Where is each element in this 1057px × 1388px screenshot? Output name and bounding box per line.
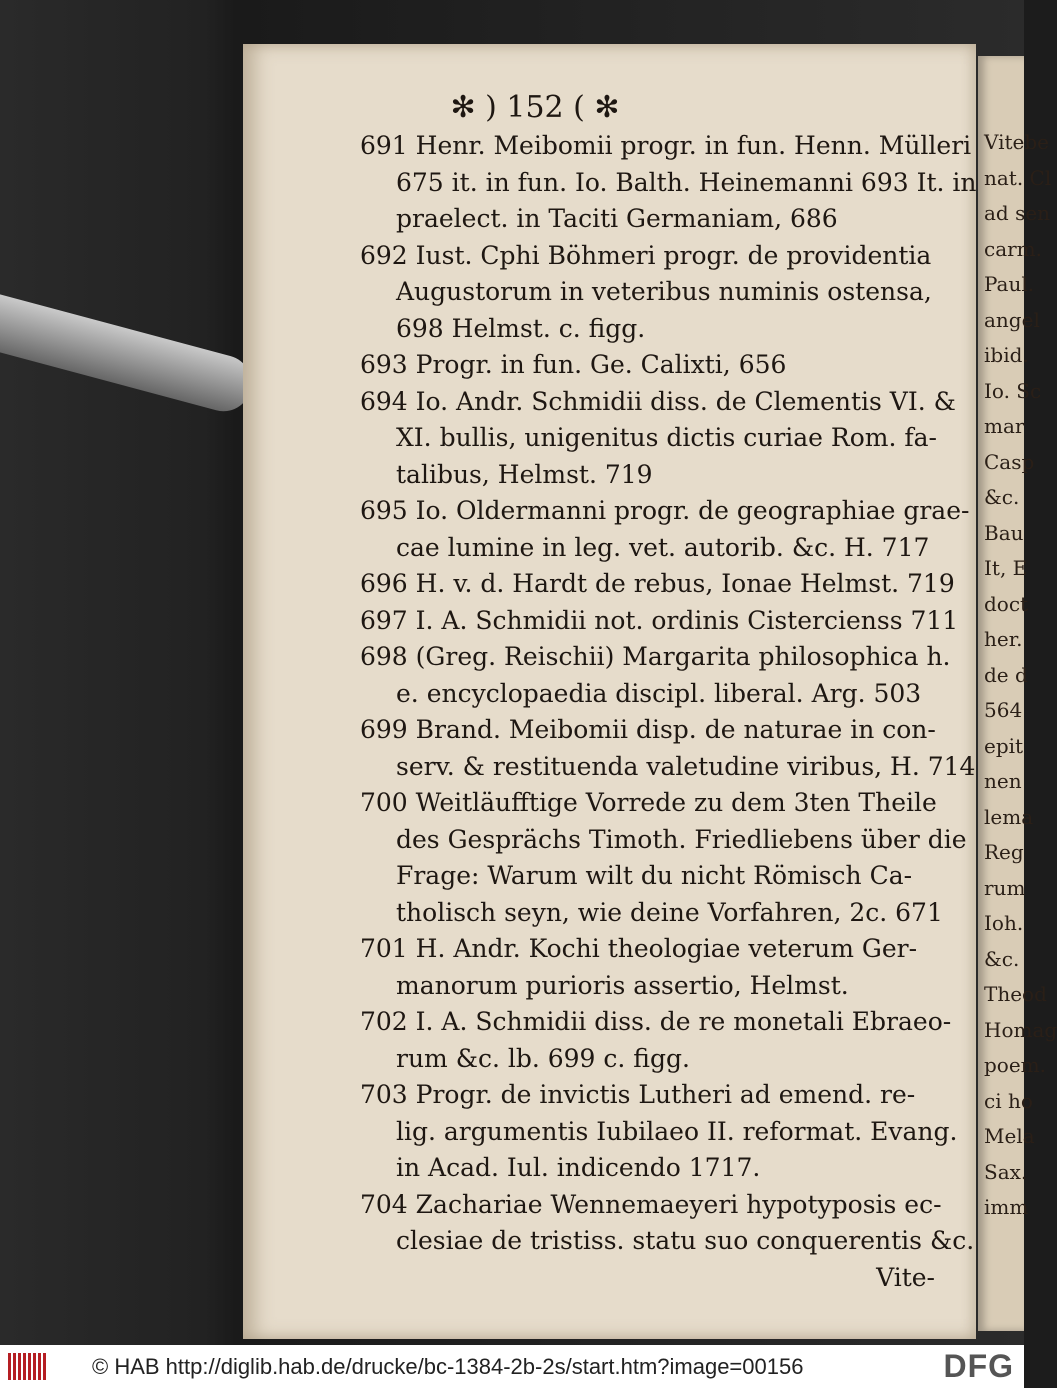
adjacent-page-text: ad sen bbox=[984, 201, 1051, 225]
text-line: XI. bullis, unigenitus dictis curiae Rom. fa- bbox=[396, 423, 937, 452]
adjacent-page-text: epit bbox=[984, 733, 1024, 758]
adjacent-page-text: Mela bbox=[984, 1124, 1035, 1148]
copyright-url[interactable]: © HAB http://diglib.hab.de/drucke/bc-1384-2b-2s/start.htm?image=00156 bbox=[92, 1354, 804, 1379]
adjacent-page-text: doct bbox=[984, 591, 1029, 616]
text-line: Augustorum in veteribus numinis ostensa, bbox=[396, 277, 932, 306]
text-line: 702 I. A. Schmidii diss. de re monetali Ebraeo- bbox=[360, 1007, 952, 1036]
text-line: 694 Io. Andr. Schmidii diss. de Clementis VI. & bbox=[360, 386, 956, 416]
adjacent-page-text: 564 bbox=[984, 698, 1023, 722]
adjacent-page-text: nen bbox=[984, 769, 1022, 793]
adjacent-page-text: Theod bbox=[984, 982, 1047, 1006]
text-line: 699 Brand. Meibomii disp. de naturae in con- bbox=[360, 715, 936, 744]
text-line: rum &c. lb. 699 c. figg. bbox=[396, 1043, 690, 1073]
adjacent-page-text: carm. bbox=[984, 236, 1043, 261]
text-line: e. encyclopaedia discipl. liberal. Arg. 503 bbox=[396, 678, 922, 708]
text-line: 704 Zachariae Wennemaeyeri hypotyposis ec- bbox=[360, 1189, 942, 1219]
text-line: manorum purioris assertio, Helmst. bbox=[396, 970, 849, 1000]
catchword: Vite- bbox=[876, 1262, 935, 1292]
text-line: 675 it. in fun. Io. Balth. Heinemanni 693 It. in bbox=[396, 167, 977, 197]
adjacent-page-text: &c. bbox=[984, 946, 1020, 971]
adjacent-page-text: lema bbox=[984, 804, 1034, 829]
adjacent-page-text: &c. bbox=[984, 485, 1020, 509]
adjacent-page-text: angel bbox=[984, 307, 1040, 332]
text-line: cae lumine in leg. vet. autorib. &c. H. 717 bbox=[396, 532, 930, 562]
catalog-entries bbox=[360, 128, 977, 1296]
text-line: 703 Progr. de invictis Lutheri ad emend. re- bbox=[360, 1080, 916, 1109]
dfg-logo: DFG bbox=[943, 1348, 1014, 1384]
adjacent-page-text: nat. Cl bbox=[984, 165, 1052, 190]
text-line: Frage: Warum wilt du nicht Römisch Ca- bbox=[396, 861, 913, 890]
text-line: 701 H. Andr. Kochi theologiae veterum Ger- bbox=[360, 934, 918, 963]
adjacent-page-text: ci ho bbox=[984, 1088, 1033, 1113]
text-line: lig. argumentis Iubilaeo II. reformat. Evang. bbox=[396, 1116, 958, 1146]
text-line: talibus, Helmst. 719 bbox=[396, 459, 653, 489]
adjacent-page-text: Io. Sc bbox=[984, 378, 1042, 403]
adjacent-page-text: Bau bbox=[984, 520, 1024, 545]
text-line: tholisch seyn, wie deine Vorfahren, 2c. 671 bbox=[396, 897, 943, 927]
adjacent-page-text: Ioh. bbox=[984, 911, 1024, 935]
adjacent-page-text: It, E bbox=[984, 556, 1028, 580]
text-line: 692 Iust. Cphi Böhmeri progr. de providentia bbox=[360, 240, 932, 270]
text-line: 693 Progr. in fun. Ge. Calixti, 656 bbox=[360, 350, 787, 379]
text-line: 695 Io. Oldermanni progr. de geographiae grae- bbox=[360, 496, 970, 525]
text-line: 691 Henr. Meibomii progr. in fun. Henn. Mülleri bbox=[360, 131, 972, 160]
text-line: des Gesprächs Timoth. Friedliebens über die bbox=[396, 824, 967, 854]
adjacent-page-text: rum bbox=[984, 875, 1026, 900]
adjacent-page-text: Homag bbox=[984, 1017, 1057, 1042]
text-line: 696 H. v. d. Hardt de rebus, Ionae Helmst. 719 bbox=[360, 569, 955, 598]
adjacent-page-text: ibid. bbox=[984, 343, 1029, 367]
adjacent-page-text: Sax. bbox=[984, 1159, 1028, 1184]
text-line: serv. & restituenda valetudine viribus, H. 714 bbox=[396, 751, 976, 781]
adjacent-page-text: de d bbox=[984, 662, 1028, 687]
adjacent-page-edge bbox=[978, 56, 1057, 1331]
adjacent-page-text: Casp bbox=[984, 449, 1035, 474]
text-line: 700 Weitläufftige Vorrede zu dem 3ten Theile bbox=[360, 788, 937, 817]
adjacent-page-text: imm bbox=[984, 1195, 1029, 1219]
adjacent-page-text: her. bbox=[984, 627, 1023, 651]
adjacent-page-text: Reg bbox=[984, 840, 1024, 864]
text-line: 698 Helmst. c. figg. bbox=[396, 313, 646, 343]
adjacent-page-text: poem. bbox=[984, 1053, 1047, 1077]
adjacent-page-text: Vitebe bbox=[984, 130, 1049, 154]
page-header: ✻ ) 152 ( ✻ bbox=[450, 90, 620, 125]
text-line: clesiae de tristiss. statu suo conquerentis &c. bbox=[396, 1226, 975, 1255]
footer-bar bbox=[0, 1345, 1024, 1388]
text-line: praelect. in Taciti Germaniam, 686 bbox=[396, 204, 838, 233]
text-line: in Acad. Iul. indicendo 1717. bbox=[396, 1153, 761, 1182]
hab-logo-icon bbox=[8, 1353, 46, 1380]
adjacent-page-text: mar bbox=[984, 414, 1025, 438]
text-line: 697 I. A. Schmidii not. ordinis Cistercienss 711 bbox=[360, 605, 959, 635]
text-line: 698 (Greg. Reischii) Margarita philosophica h. bbox=[360, 642, 951, 671]
adjacent-page-text: Paul. bbox=[984, 272, 1035, 296]
